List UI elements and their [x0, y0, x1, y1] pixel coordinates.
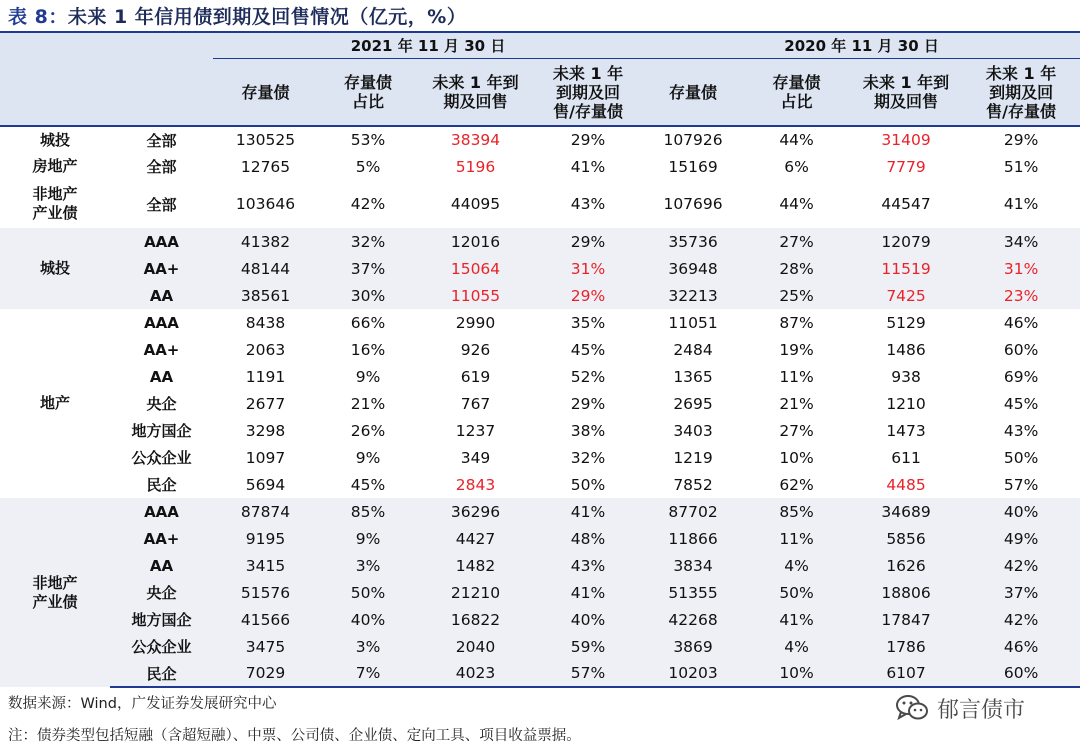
table-cell: 2484	[673, 340, 713, 359]
row-subcategory: 地方国企	[131, 422, 192, 440]
table-cell: 619	[460, 367, 491, 386]
table-cell: 38561	[213, 282, 318, 309]
table-cell: 7425	[850, 282, 962, 309]
table-number: 表 8：	[8, 6, 68, 28]
table-cell: 21210	[418, 579, 533, 606]
table-cell: 6107	[850, 660, 962, 687]
table-row	[0, 444, 1080, 471]
table-cell: 21%	[350, 394, 386, 413]
row-category: 房地产	[32, 157, 78, 175]
table-cell: 16%	[350, 340, 386, 359]
row-subcategory: 央企	[110, 579, 213, 606]
data-source-note: 数据来源：Wind，广发证券发展研究中心	[8, 696, 277, 712]
table-cell: 4%	[743, 633, 850, 660]
table-row	[0, 471, 1080, 498]
table-cell: 57%	[1003, 475, 1039, 494]
table-cell: 2990	[455, 313, 496, 332]
table-cell: 130525	[235, 131, 296, 149]
row-subcategory: 公众企业	[131, 449, 192, 467]
table-cell: 26%	[350, 421, 386, 440]
table-cell: 46%	[962, 633, 1080, 660]
table-cell: 4023	[418, 660, 533, 687]
table-header	[0, 33, 1080, 126]
table-cell: 29%	[570, 394, 606, 413]
table-cell: 50%	[570, 475, 606, 494]
row-subcategory: AA+	[110, 255, 213, 282]
table-row	[0, 153, 1080, 180]
table-cell: 7%	[318, 660, 418, 687]
table-cell: 69%	[1003, 367, 1039, 386]
table-cell: 27%	[779, 421, 814, 440]
table-row	[0, 282, 1080, 309]
table-cell: 85%	[318, 498, 418, 525]
row-subcategory: AAA	[144, 313, 179, 332]
column-header: 未来 1 年 到期及回 售/存量债	[962, 59, 1080, 127]
table-cell: 611	[891, 448, 921, 467]
row-subcategory: AA	[149, 367, 174, 386]
table-cell: 2063	[245, 340, 286, 359]
table-cell: 41%	[533, 579, 643, 606]
table-cell: 19%	[779, 340, 814, 359]
table-cell: 9%	[318, 525, 418, 552]
table-title	[8, 4, 466, 30]
table-cell: 10%	[743, 660, 850, 687]
table-cell: 38394	[450, 131, 501, 149]
column-header: 未来 1 年到 期及回售	[418, 59, 533, 127]
table-cell: 11055	[418, 282, 533, 309]
column-header: 未来 1 年到 期及回售	[850, 59, 962, 127]
table-cell: 11051	[668, 313, 718, 332]
row-subcategory: 全部	[146, 158, 177, 176]
table-cell: 11519	[850, 255, 962, 282]
table-cell: 9%	[355, 448, 381, 467]
table-cell: 41566	[213, 606, 318, 633]
table-cell: 1482	[418, 552, 533, 579]
table-cell: 36296	[418, 498, 533, 525]
table-cell: 51%	[1003, 157, 1039, 176]
table-cell: 87874	[213, 498, 318, 525]
column-header: 存量债 占比	[318, 59, 418, 127]
table-cell: 7779	[886, 157, 926, 176]
table-cell: 46%	[1003, 313, 1039, 332]
row-subcategory: AA	[110, 552, 213, 579]
watermark-text: 郁言债市	[937, 697, 1026, 723]
row-category: 非地产 产业债	[32, 185, 78, 222]
table-cell: 1473	[886, 421, 926, 440]
row-subcategory: 民企	[146, 476, 177, 494]
table-cell: 767	[460, 394, 491, 413]
table-cell: 5694	[245, 475, 286, 494]
table-cell: 29%	[1003, 131, 1039, 149]
table-row	[0, 309, 1080, 336]
table-row	[0, 126, 1080, 153]
table-cell: 31409	[881, 131, 931, 149]
table-cell: 1786	[850, 633, 962, 660]
table-cell: 32213	[643, 282, 743, 309]
table-cell: 16822	[418, 606, 533, 633]
table-row	[0, 390, 1080, 417]
period-2020-header: 2020 年 11 月 30 日	[643, 33, 1080, 59]
table-row	[0, 552, 1080, 579]
table-row	[0, 606, 1080, 633]
table-cell: 53%	[350, 131, 386, 149]
table-cell: 43%	[533, 552, 643, 579]
table-cell: 44%	[779, 131, 814, 149]
table-cell: 29%	[570, 131, 606, 149]
row-subcategory: AA	[110, 282, 213, 309]
table-cell: 36948	[643, 255, 743, 282]
row-subcategory: 央企	[146, 395, 177, 413]
table-cell: 41382	[213, 228, 318, 255]
table-cell: 1097	[245, 448, 286, 467]
table-cell: 59%	[533, 633, 643, 660]
bond-maturity-table	[0, 33, 1080, 688]
table-cell: 349	[460, 448, 491, 467]
table-cell: 1626	[850, 552, 962, 579]
row-subcategory: AAA	[110, 228, 213, 255]
table-cell: 3%	[318, 552, 418, 579]
table-row	[0, 498, 1080, 525]
table-cell: 87%	[779, 313, 814, 332]
table-cell: 32%	[570, 448, 606, 467]
table-cell: 10203	[643, 660, 743, 687]
table-cell: 103646	[235, 195, 296, 213]
table-cell: 4%	[743, 552, 850, 579]
table-cell: 41%	[533, 498, 643, 525]
table-cell: 9195	[213, 525, 318, 552]
row-subcategory: AAA	[110, 498, 213, 525]
table-cell: 44547	[881, 195, 931, 213]
table-cell: 42%	[350, 195, 386, 213]
table-cell: 29%	[533, 228, 643, 255]
table-body	[0, 126, 1080, 687]
table-cell: 48144	[213, 255, 318, 282]
table-row	[0, 180, 1080, 228]
table-cell: 50%	[743, 579, 850, 606]
table-row	[0, 228, 1080, 255]
table-cell: 27%	[743, 228, 850, 255]
table-cell: 35736	[643, 228, 743, 255]
row-subcategory: 全部	[146, 195, 177, 214]
table-cell: 2677	[245, 394, 286, 413]
table-cell: 62%	[779, 475, 814, 494]
table-cell: 6%	[784, 157, 809, 176]
table-row	[0, 363, 1080, 390]
table-cell: 42%	[962, 606, 1080, 633]
table-cell: 4427	[418, 525, 533, 552]
table-cell: 29%	[533, 282, 643, 309]
table-caption: 未来 1 年信用债到期及回售情况（亿元，%）	[67, 6, 467, 28]
column-header: 存量债	[213, 59, 318, 127]
table-cell: 40%	[533, 606, 643, 633]
table-cell: 7852	[673, 475, 713, 494]
table-cell: 40%	[962, 498, 1080, 525]
table-cell: 30%	[318, 282, 418, 309]
table-cell: 1486	[886, 340, 926, 359]
table-cell: 31%	[962, 255, 1080, 282]
table-cell: 12016	[418, 228, 533, 255]
table-cell: 42268	[643, 606, 743, 633]
table-cell: 60%	[962, 660, 1080, 687]
group-category: 非地产 产业债	[0, 498, 110, 687]
table-cell: 37%	[318, 255, 418, 282]
table-cell: 107696	[663, 195, 723, 213]
table-cell: 45%	[570, 340, 606, 359]
row-subcategory: AA+	[110, 525, 213, 552]
table-cell: 2695	[673, 394, 713, 413]
table-cell: 3869	[643, 633, 743, 660]
table-row	[0, 417, 1080, 444]
table-cell: 3403	[673, 421, 713, 440]
table-cell: 25%	[743, 282, 850, 309]
table-cell: 49%	[962, 525, 1080, 552]
table-cell: 8438	[245, 313, 286, 332]
table-cell: 926	[460, 340, 491, 359]
table-row	[0, 579, 1080, 606]
table-cell: 23%	[962, 282, 1080, 309]
table-cell: 35%	[570, 313, 606, 332]
table-cell: 50%	[318, 579, 418, 606]
table-cell: 9%	[355, 367, 381, 386]
table-cell: 57%	[533, 660, 643, 687]
table-cell: 1210	[886, 394, 926, 413]
table-cell: 34689	[850, 498, 962, 525]
table-cell: 28%	[743, 255, 850, 282]
watermark	[895, 690, 1025, 726]
table-cell: 7029	[213, 660, 318, 687]
table-cell: 5%	[355, 157, 381, 176]
table-cell: 85%	[743, 498, 850, 525]
table-cell: 43%	[570, 195, 606, 213]
table-cell: 38%	[570, 421, 606, 440]
table-cell: 1219	[673, 448, 713, 467]
table-cell: 48%	[533, 525, 643, 552]
table-cell: 40%	[318, 606, 418, 633]
table-cell: 51355	[643, 579, 743, 606]
table-cell: 12079	[850, 228, 962, 255]
table-cell: 4485	[886, 475, 926, 494]
table-cell: 938	[891, 367, 921, 386]
table-row	[0, 255, 1080, 282]
table-cell: 3298	[245, 421, 286, 440]
table-row	[0, 336, 1080, 363]
row-subcategory: 全部	[146, 131, 177, 150]
table-cell: 34%	[962, 228, 1080, 255]
table-cell: 41%	[743, 606, 850, 633]
column-header: 未来 1 年 到期及回 售/存量债	[533, 59, 643, 127]
table-cell: 5196	[455, 157, 496, 176]
table-cell: 10%	[779, 448, 814, 467]
table-cell: 41%	[570, 157, 606, 176]
table-cell: 11%	[743, 525, 850, 552]
table-cell: 2843	[455, 475, 496, 494]
column-header: 存量债	[643, 59, 743, 127]
row-subcategory: 民企	[110, 660, 213, 687]
table-cell: 2040	[418, 633, 533, 660]
table-cell: 3415	[213, 552, 318, 579]
table-cell: 44095	[450, 195, 501, 213]
table-cell: 5129	[886, 313, 926, 332]
table-cell: 15064	[418, 255, 533, 282]
table-cell: 11%	[779, 367, 814, 386]
row-subcategory: 地方国企	[110, 606, 213, 633]
table-cell: 31%	[533, 255, 643, 282]
table-cell: 3%	[318, 633, 418, 660]
group-category: 城投	[0, 228, 110, 309]
header-corner	[0, 33, 213, 126]
table-cell: 3834	[643, 552, 743, 579]
table-cell: 52%	[570, 367, 606, 386]
group-category: 地产	[39, 394, 70, 412]
table-cell: 3475	[213, 633, 318, 660]
footnote: 注：债券类型包括短融（含超短融）、中票、公司债、企业债、定向工具、项目收益票据。	[8, 728, 581, 744]
table-cell: 11866	[643, 525, 743, 552]
table-cell: 1237	[455, 421, 496, 440]
table-cell: 1191	[245, 367, 286, 386]
table-cell: 41%	[1003, 195, 1039, 213]
row-category: 城投	[39, 130, 70, 149]
table-cell: 17847	[850, 606, 962, 633]
table-cell: 43%	[1003, 421, 1039, 440]
table-cell: 18806	[850, 579, 962, 606]
table-cell: 107926	[663, 131, 723, 149]
table-cell: 32%	[318, 228, 418, 255]
table-cell: 15169	[668, 157, 718, 176]
table-cell: 44%	[779, 195, 814, 213]
row-subcategory: AA+	[143, 340, 180, 359]
table-cell: 45%	[1003, 394, 1039, 413]
table-cell: 87702	[643, 498, 743, 525]
table-cell: 12765	[240, 157, 291, 176]
table-row	[0, 660, 1080, 687]
table-cell: 37%	[962, 579, 1080, 606]
wechat-icon	[895, 693, 929, 723]
row-subcategory: 公众企业	[110, 633, 213, 660]
table-cell: 1365	[673, 367, 713, 386]
table-cell: 42%	[962, 552, 1080, 579]
column-header: 存量债 占比	[743, 59, 850, 127]
table-cell: 51576	[213, 579, 318, 606]
table-cell: 50%	[1003, 448, 1039, 467]
table-row	[0, 633, 1080, 660]
period-2021-header: 2021 年 11 月 30 日	[213, 33, 643, 59]
table-cell: 60%	[1003, 340, 1039, 359]
table-cell: 45%	[350, 475, 386, 494]
table-cell: 21%	[779, 394, 814, 413]
table-cell: 5856	[850, 525, 962, 552]
table-cell: 66%	[350, 313, 386, 332]
table-row	[0, 525, 1080, 552]
